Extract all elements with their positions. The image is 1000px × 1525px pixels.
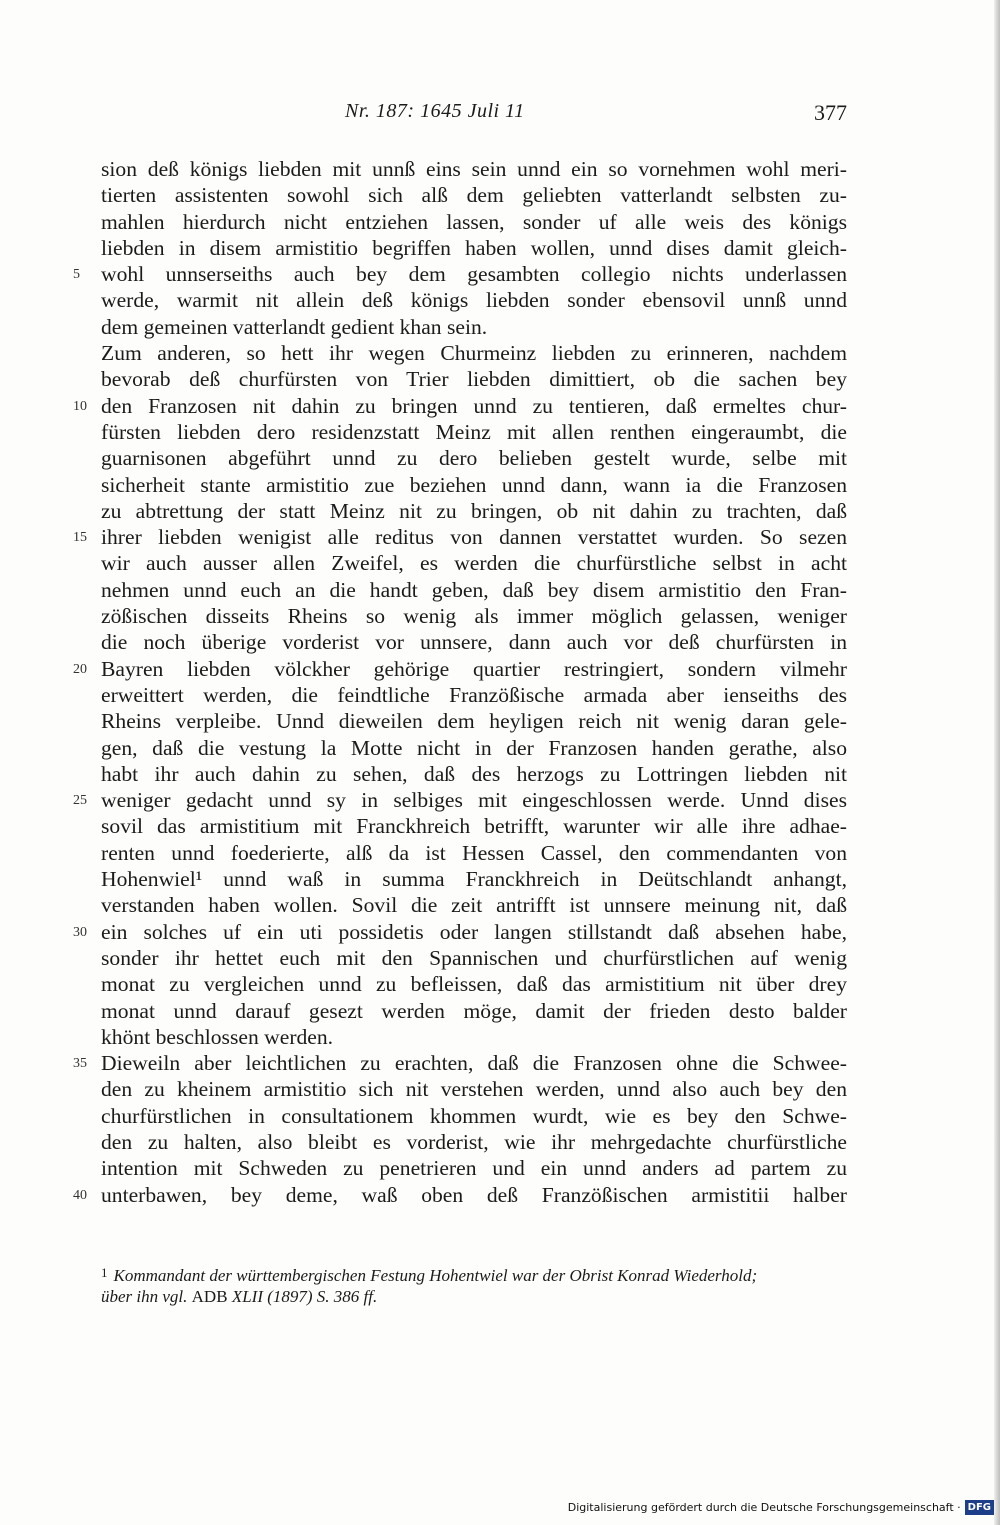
line-text: den zu halten, also bleibt es vorderist, wie ihr mehrgedachte churfürstliche bbox=[101, 1129, 847, 1154]
footnote-line-2-post: XLII (1897) S. 386 ff. bbox=[231, 1287, 378, 1306]
text-line bbox=[101, 971, 847, 997]
text-line bbox=[73, 1050, 847, 1076]
line-text: intention mit Schweden zu penetrieren und ein unnd anders ad partem zu bbox=[101, 1156, 847, 1181]
text-line bbox=[73, 393, 847, 419]
line-text: sicherheit stante armistitio zue beziehen unnd dann, wann ia die Franzosen bbox=[101, 472, 847, 497]
line-text: sovil das armistitium mit Franckhreich betrifft, warunter wir alle ihre adhae- bbox=[101, 814, 847, 839]
line-text: guarnisonen abgeführt unnd zu dero belieben gestelt wurde, selbe mit bbox=[101, 446, 847, 471]
line-number: 20 bbox=[73, 661, 87, 677]
text-line bbox=[101, 998, 847, 1024]
text-line bbox=[101, 1103, 847, 1129]
line-text: sonder ihr hettet euch mit den Spannischen und churfürstlichen auf wenig bbox=[101, 945, 847, 970]
text-line bbox=[101, 498, 847, 524]
line-text: khönt beschlossen werden. bbox=[101, 1024, 334, 1049]
footnote-line-1: Kommandant der württembergischen Festung Hohentwiel war der Obrist Konrad Wiederhold; bbox=[113, 1266, 758, 1285]
text-line bbox=[101, 445, 847, 471]
line-text: werde, warmit nit allein deß königs liebden sonder ebensovil unnß unnd bbox=[101, 288, 847, 313]
line-text: fürsten liebden dero residenzstatt Meinz mit allen renthen eingeraumbt, die bbox=[101, 419, 847, 444]
line-text: churfürstlichen in consultationem khommen wurdt, wie es bey den Schwe- bbox=[101, 1103, 847, 1128]
page-number: 377 bbox=[814, 100, 847, 125]
text-line bbox=[101, 603, 847, 629]
line-text: sion deß königs liebden mit unnß eins sein unnd ein so vornehmen wohl meri- bbox=[101, 157, 847, 181]
line-text: unterbawen, bey deme, waß oben deß Franzößischen armistitii halber bbox=[101, 1182, 847, 1207]
text-line bbox=[101, 550, 847, 576]
line-text: ihrer liebden wenigist alle reditus von dannen verstattet wurden. So sezen bbox=[101, 525, 847, 550]
text-line bbox=[101, 472, 847, 498]
line-text: habt ihr auch dahin zu sehen, daß des herzogs zu Lottringen liebden nit bbox=[101, 761, 847, 786]
line-text: Bayren liebden völckher gehörige quartier restringiert, sondern vilmehr bbox=[101, 656, 847, 681]
line-text: die noch überige vorderist vor unnsere, dann auch vor deß churfürsten in bbox=[101, 630, 847, 655]
line-text: Dieweiln aber leichtlichen zu erachten, daß die Franzosen ohne die Schwee- bbox=[101, 1051, 847, 1076]
line-text: zößischen disseits Rheins so wenig als immer möglich gelassen, weniger bbox=[101, 604, 847, 629]
line-text: mahlen hierdurch nicht entziehen lassen, sonder uf alle weis des königs bbox=[101, 209, 847, 234]
line-text: bevorab deß churfürsten von Trier liebden dimittiert, ob die sachen bey bbox=[101, 367, 847, 392]
funding-banner bbox=[568, 1495, 994, 1519]
text-line bbox=[101, 813, 847, 839]
line-text: tierten assistenten sowohl sich alß dem geliebten vatterlandt selbsten zu- bbox=[101, 183, 847, 208]
line-text: monat zu vergleichen unnd zu befleissen, daß das armistitium nit über drey bbox=[101, 972, 847, 997]
line-text: wir auch ausser allen Zweifel, es werden die churfürstliche selbst in acht bbox=[101, 551, 847, 576]
footnote-line-2-pre: über ihn vgl. bbox=[101, 1287, 188, 1306]
text-line bbox=[101, 682, 847, 708]
text-line bbox=[73, 261, 847, 287]
text-line bbox=[101, 761, 847, 787]
line-number: 5 bbox=[73, 267, 80, 283]
text-line bbox=[101, 340, 847, 366]
line-text: wohl unnserseiths auch bey dem gesambten collegio nichts underlassen bbox=[101, 262, 847, 287]
line-text: gen, daß die vestung la Motte nicht in der Franzosen handen gerathe, also bbox=[101, 735, 847, 760]
text-line bbox=[101, 892, 847, 918]
line-text: renten unnd foederierte, alß da ist Hessen Cassel, den commendanten von bbox=[101, 840, 847, 865]
text-line bbox=[101, 1076, 847, 1102]
line-number: 40 bbox=[73, 1187, 87, 1203]
text-line bbox=[101, 629, 847, 655]
line-number: 15 bbox=[73, 530, 87, 546]
line-text: weniger gedacht unnd sy in selbiges mit eingeschlossen werde. Unnd dises bbox=[101, 788, 847, 813]
text-line bbox=[101, 419, 847, 445]
text-line bbox=[101, 840, 847, 866]
text-line bbox=[101, 314, 847, 340]
line-text: erweittert werden, die feindtliche Franzößische armada aber ienseiths des bbox=[101, 682, 847, 707]
line-text: den Franzosen nit dahin zu bringen unnd zu tentieren, daß ermeltes chur- bbox=[101, 393, 847, 418]
line-text: Zum anderen, so hett ihr wegen Churmeinz liebden zu erinneren, nachdem bbox=[101, 341, 847, 366]
text-line bbox=[101, 287, 847, 313]
footnote-number: 1 bbox=[101, 1265, 108, 1280]
text-line bbox=[73, 1182, 847, 1208]
line-text: zu abtrettung der statt Meinz nit zu bringen, ob nit dahin zu trachten, daß bbox=[101, 498, 847, 523]
text-line bbox=[101, 209, 847, 235]
text-line bbox=[101, 235, 847, 261]
line-text: den zu kheinem armistitio sich nit verstehen werden, unnd also auch bey den bbox=[101, 1077, 847, 1102]
line-number: 10 bbox=[73, 398, 87, 414]
line-text: liebden in disem armistitio begriffen haben wollen, unnd dises damit gleich- bbox=[101, 235, 847, 260]
body-text bbox=[73, 156, 847, 1208]
text-line bbox=[73, 919, 847, 945]
line-text: Rheins verpleibe. Unnd dieweilen dem heyligen reich nit wenig daran gele- bbox=[101, 709, 847, 734]
text-line bbox=[73, 524, 847, 550]
text-line bbox=[101, 866, 847, 892]
text-line bbox=[101, 156, 847, 182]
line-text: dem gemeinen vatterlandt gedient khan sein. bbox=[101, 314, 488, 339]
dfg-logo: DFG bbox=[965, 1500, 994, 1515]
line-text: verstanden haben wollen. Sovil die zeit antrifft ist unnsere meinung nit, daß bbox=[101, 893, 847, 918]
line-number: 30 bbox=[73, 924, 87, 940]
text-line bbox=[73, 787, 847, 813]
text-line bbox=[101, 945, 847, 971]
text-line bbox=[101, 1155, 847, 1181]
footnote bbox=[101, 1262, 861, 1307]
text-line bbox=[101, 1024, 847, 1050]
text-line bbox=[101, 735, 847, 761]
line-text: monat unnd darauf gesezt werden möge, damit der frieden desto balder bbox=[101, 998, 847, 1023]
line-text: nehmen unnd euch an die handt geben, daß bey disem armistitio den Fran- bbox=[101, 577, 847, 602]
line-number: 25 bbox=[73, 793, 87, 809]
text-line bbox=[101, 577, 847, 603]
page-edge-shadow bbox=[994, 0, 1000, 1525]
text-line bbox=[101, 708, 847, 734]
text-line bbox=[101, 1129, 847, 1155]
running-head bbox=[100, 100, 847, 130]
line-text: Hohenwiel¹ unnd waß in summa Franckhreich in Deütschlandt anhangt, bbox=[101, 867, 847, 892]
text-line bbox=[101, 366, 847, 392]
funding-banner-text: Digitalisierung gefördert durch die Deutsche Forschungsgemeinschaft · bbox=[567, 1500, 961, 1514]
text-line bbox=[73, 656, 847, 682]
footnote-abbreviation: ADB bbox=[191, 1287, 228, 1306]
running-head-title: Nr. 187: 1645 Juli 11 bbox=[345, 100, 525, 122]
line-text: ein solches uf ein uti possidetis oder langen stillstandt daß absehen habe, bbox=[101, 919, 847, 944]
text-line bbox=[101, 182, 847, 208]
line-number: 35 bbox=[73, 1056, 87, 1072]
